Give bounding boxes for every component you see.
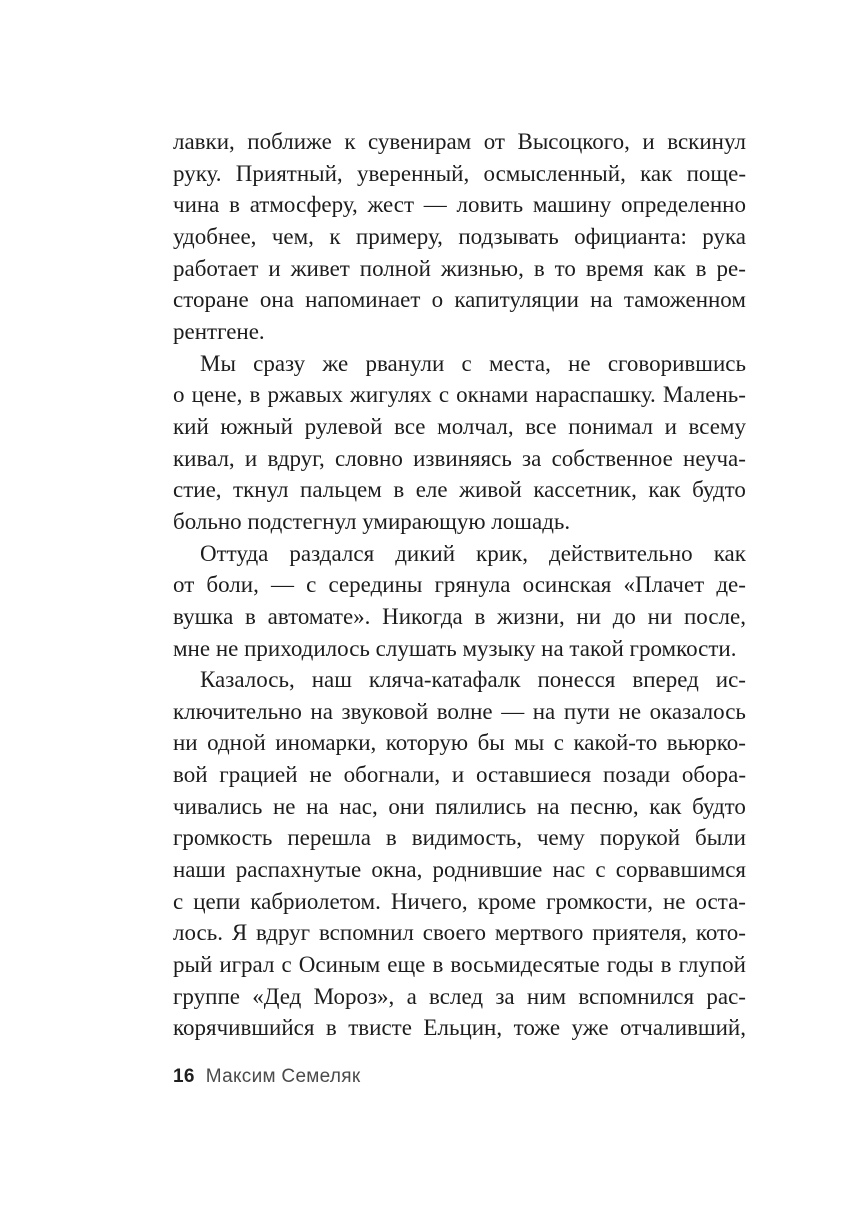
text-line (173, 253, 746, 285)
word: атмосферу, (249, 192, 358, 218)
word: цене, (191, 382, 243, 408)
word: уже (571, 1015, 609, 1041)
word: с (438, 382, 450, 408)
word: Ельцин, (423, 1015, 503, 1041)
word: громкость (173, 825, 273, 851)
running-title: Максим Семеляк (205, 1066, 361, 1087)
word: грацией (219, 762, 298, 788)
word: как (653, 255, 686, 281)
word: она (259, 287, 294, 313)
word: от (173, 572, 195, 598)
word: лось. (173, 920, 223, 946)
word: ткнул (233, 477, 289, 503)
word: уверенный, (356, 160, 470, 186)
word: песню, (570, 793, 639, 819)
page-number: 16 (173, 1066, 195, 1087)
paragraph (173, 538, 746, 665)
word: поближе (247, 129, 332, 154)
paragraph (173, 126, 746, 348)
word: рулевой (304, 413, 383, 439)
word: пальцем (300, 477, 382, 503)
word: годы (606, 952, 654, 978)
text-block (173, 126, 746, 1044)
word: вперед (632, 667, 699, 693)
word: и (268, 255, 281, 281)
word: вспомнил (318, 920, 414, 946)
word: удобнее, (173, 223, 257, 249)
word: живет (290, 255, 350, 281)
word: неуча- (683, 445, 746, 471)
word: — (270, 572, 294, 598)
word: сторане (173, 287, 249, 313)
word: осмысленный, (483, 160, 626, 186)
word: вдруг (256, 920, 311, 946)
word: распахнутые (235, 857, 362, 883)
word: в (325, 1015, 337, 1041)
word: чина (173, 192, 220, 218)
text-line (173, 474, 746, 506)
word: не (309, 762, 332, 788)
text-line (173, 981, 746, 1013)
word: жизни, (497, 603, 565, 629)
word: вдруг, (267, 445, 325, 471)
word: пялились (435, 793, 527, 819)
word: кляча-катафалк (368, 667, 521, 693)
word: иномарки, (275, 730, 377, 756)
text-line: мне не приходилось слушать музыку на такой громкости. (173, 635, 737, 661)
word: не (662, 888, 686, 914)
word: оставшиеся (475, 762, 592, 788)
word: о (431, 287, 444, 313)
word: подзывать (458, 223, 559, 249)
word: кабриолетом. (250, 888, 381, 914)
word: жест (367, 192, 415, 218)
text-line (173, 759, 746, 791)
text-line (173, 886, 746, 918)
word: корячившийся (173, 1015, 315, 1041)
word: ржавых (267, 382, 343, 408)
word: вспомнился (578, 983, 695, 1009)
word: словно (334, 445, 403, 471)
word: были (695, 825, 746, 851)
word: же (322, 350, 349, 376)
word: — (423, 192, 447, 218)
word: кий (173, 413, 209, 439)
word: автомате». (267, 603, 371, 629)
word: кото- (695, 920, 746, 946)
word: жигулях (350, 382, 432, 408)
text-line (173, 949, 746, 981)
word: капитуляции (454, 287, 579, 313)
word: ис- (715, 667, 746, 693)
word: о (173, 382, 185, 408)
word: вой (173, 762, 208, 788)
paragraph (173, 348, 746, 538)
word: восьмидесятые (450, 952, 600, 978)
word: не (618, 698, 642, 724)
page-footer (173, 1066, 361, 1088)
word: и (642, 129, 655, 154)
word: Малень- (662, 382, 746, 408)
word: сувенирам (368, 129, 472, 154)
word: в (249, 382, 261, 408)
word: Казалось, (200, 667, 295, 693)
word: перешла (287, 825, 371, 851)
word: сговорившись (607, 350, 746, 376)
word: Я (231, 920, 248, 946)
word: середины (328, 572, 423, 598)
word: вслед (429, 983, 484, 1009)
word: будто (692, 477, 746, 503)
word: извиняясь (413, 445, 512, 471)
word: оказалось (649, 698, 746, 724)
word: не (568, 350, 591, 376)
text-line (173, 348, 746, 380)
word: напоминает (305, 287, 421, 313)
word: а (406, 983, 417, 1009)
text-line (173, 538, 746, 570)
word: жизнью, (440, 255, 524, 281)
word: рас- (706, 983, 746, 1009)
word: наш (311, 667, 352, 693)
word: как (649, 793, 682, 819)
word: примеру, (355, 223, 443, 249)
word: в (393, 477, 405, 503)
text-line (173, 917, 746, 949)
word: видимость, (411, 825, 523, 851)
word: сорвавшимся (615, 857, 746, 883)
word: грянула (434, 572, 511, 598)
word: какой-то (573, 730, 658, 756)
word: чему (536, 825, 585, 851)
word: в (432, 952, 444, 978)
word: волне (436, 698, 493, 724)
word: на (536, 793, 560, 819)
word: не (272, 793, 296, 819)
word: они (388, 793, 425, 819)
word: порукой (599, 825, 681, 851)
word: тоже (513, 1015, 561, 1041)
word: с (306, 572, 317, 598)
word: на (590, 287, 613, 313)
word: крик, (476, 540, 528, 566)
text-line (173, 822, 746, 854)
word: вушка (173, 603, 234, 629)
text-line (173, 189, 746, 221)
text-line (173, 284, 746, 316)
word: всему (688, 413, 746, 439)
word: официанта: (574, 223, 687, 249)
word: и (244, 445, 258, 471)
word: ни (173, 730, 198, 756)
word: в (695, 255, 707, 281)
word: отчаливший, (620, 1015, 746, 1041)
word: еще (387, 952, 426, 978)
word: в (229, 192, 240, 218)
word: рванули (365, 350, 445, 376)
word: кивал, (173, 445, 235, 471)
word: звуковой (341, 698, 429, 724)
text-line (173, 854, 746, 886)
word: позади (603, 762, 671, 788)
word: глупой (678, 952, 746, 978)
word: вьюрко- (666, 730, 746, 756)
word: как (648, 477, 681, 503)
word: Оттуда (200, 540, 269, 566)
text-line (173, 158, 746, 190)
word: с (595, 857, 606, 883)
word: чивались (173, 793, 263, 819)
word: поще- (686, 160, 746, 186)
word: молчал, (437, 413, 514, 439)
word: ни (576, 603, 602, 629)
word: до (612, 603, 636, 629)
word: собственное (551, 445, 673, 471)
word: группе (173, 983, 240, 1009)
word: обогнали, (343, 762, 441, 788)
word: окнами (456, 382, 529, 408)
word: и (664, 413, 677, 439)
word: твисте (348, 1015, 412, 1041)
word: оста- (695, 888, 746, 914)
word: Приятный, (235, 160, 343, 186)
word: как (713, 540, 746, 566)
text-line: больно подстегнул умирающую лошадь. (173, 508, 571, 534)
word: пути (563, 698, 610, 724)
word: после, (683, 603, 746, 629)
word: Мороз», (313, 983, 395, 1009)
word: как (640, 160, 673, 186)
word: будто (692, 793, 746, 819)
word: места, (488, 350, 551, 376)
word: с (461, 350, 472, 376)
word: понесся (537, 667, 616, 693)
word: «Дед (252, 983, 302, 1009)
word: Высоцкого, (517, 129, 630, 154)
word: — (501, 698, 525, 724)
word: все (394, 413, 426, 439)
word: в (245, 603, 256, 629)
word: к (344, 129, 356, 154)
text-line (173, 696, 746, 728)
word: играл (219, 952, 275, 978)
word: к (329, 223, 341, 249)
word: «Плачет (623, 572, 705, 598)
text-line (173, 1012, 746, 1044)
word: с (173, 888, 184, 914)
word: нас, (339, 793, 378, 819)
text-line (173, 727, 746, 759)
word: которую (385, 730, 469, 756)
word: на (310, 698, 333, 724)
word: Мы (200, 350, 236, 376)
word: живой (459, 477, 522, 503)
word: действительно (549, 540, 693, 566)
word: ре- (716, 255, 746, 281)
word: боли, (206, 572, 259, 598)
word: южный (220, 413, 293, 439)
word: своего (422, 920, 487, 946)
word: стие, (173, 477, 222, 503)
word: кассетник, (533, 477, 637, 503)
word: с (553, 730, 564, 756)
word: полной (359, 255, 431, 281)
word: Осиным (298, 952, 381, 978)
word: в (385, 825, 397, 851)
word: от (483, 129, 505, 154)
word: руку. (173, 160, 222, 186)
word: ключительно (173, 698, 302, 724)
text-line (173, 569, 746, 601)
word: кроме (477, 888, 537, 914)
word: все (525, 413, 557, 439)
word: в (660, 952, 672, 978)
word: таможенном (623, 287, 746, 313)
word: наши (173, 857, 226, 883)
word: в (533, 255, 545, 281)
text-line: рентгене. (173, 318, 265, 344)
word: рука (702, 223, 746, 249)
word: то (554, 255, 576, 281)
word: на (306, 793, 329, 819)
word: раздался (289, 540, 375, 566)
word: роднившие (432, 857, 543, 883)
word: понимал (568, 413, 653, 439)
word: на (532, 698, 556, 724)
text-line (173, 443, 746, 475)
word: осинская (522, 572, 612, 598)
word: бы (477, 730, 505, 756)
word: Ничего, (390, 888, 468, 914)
word: еле (415, 477, 448, 503)
word: мы (514, 730, 545, 756)
text-line (173, 601, 746, 633)
word: Никогда (382, 603, 463, 629)
word: с (281, 952, 292, 978)
word: громкости, (546, 888, 654, 914)
word: сразу (253, 350, 306, 376)
text-line (173, 221, 746, 253)
word: за (522, 445, 542, 471)
text-line (173, 126, 746, 158)
word: ни (647, 603, 673, 629)
text-line (173, 411, 746, 443)
word: определенно (621, 192, 746, 218)
word: за (495, 983, 515, 1009)
word: чем, (271, 223, 314, 249)
text-line (173, 791, 746, 823)
word: приятеля, (592, 920, 688, 946)
word: нас (552, 857, 586, 883)
word: рый (173, 952, 213, 978)
word: дикий (395, 540, 456, 566)
word: машину (532, 192, 612, 218)
word: мертвого (494, 920, 584, 946)
word: окна, (371, 857, 423, 883)
text-line (173, 379, 746, 411)
word: работает (173, 255, 259, 281)
word: де- (716, 572, 746, 598)
word: нараспашку. (535, 382, 656, 408)
text-line (173, 664, 746, 696)
word: ним (526, 983, 567, 1009)
word: цепи (193, 888, 241, 914)
word: обора- (681, 762, 746, 788)
word: и (451, 762, 465, 788)
word: в (474, 603, 486, 629)
word: одной (207, 730, 266, 756)
paragraph (173, 664, 746, 1044)
word: время (585, 255, 644, 281)
word: вскинул (667, 129, 746, 154)
word: ловить (456, 192, 524, 218)
word: лавки, (173, 129, 235, 154)
